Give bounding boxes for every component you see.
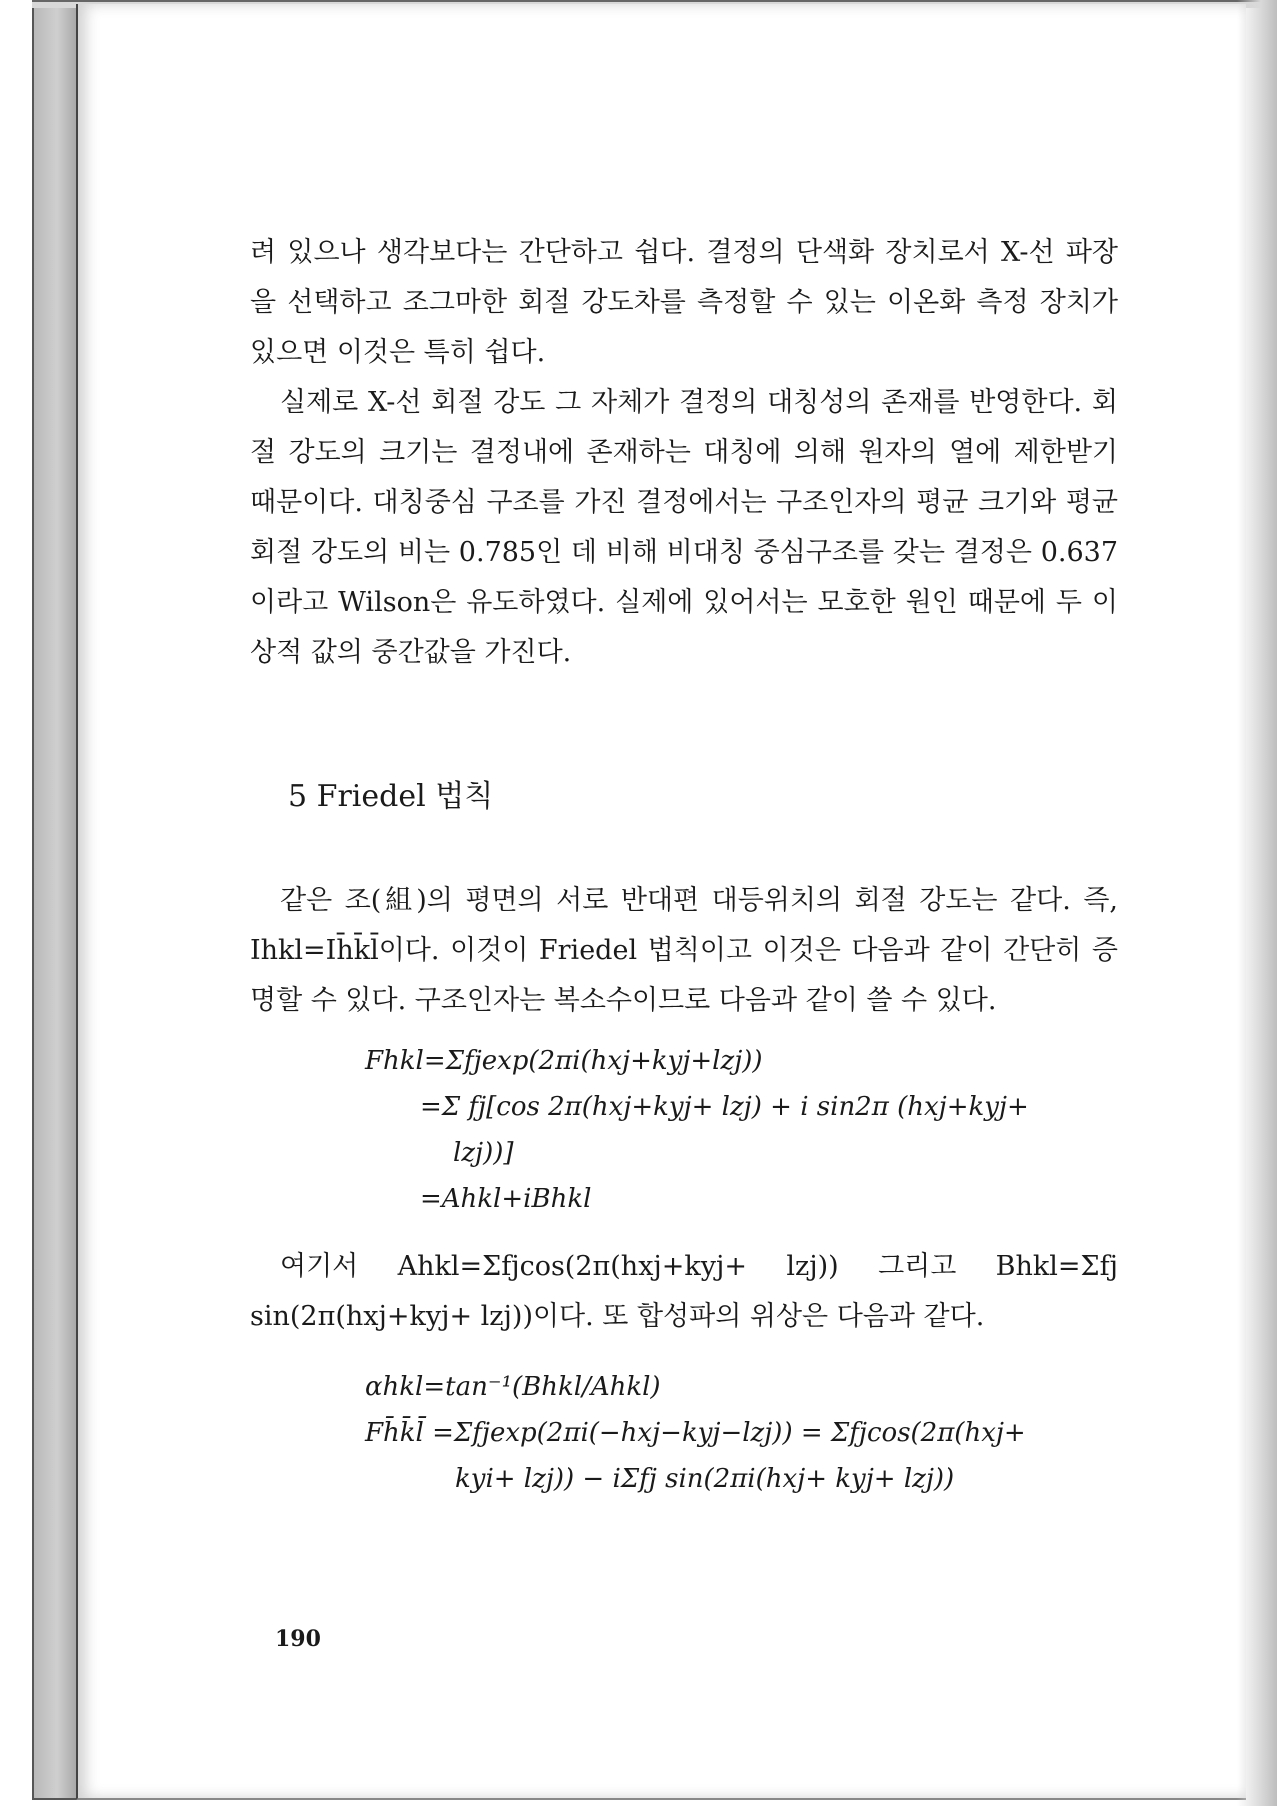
equation-line: Fhkl=Σfjexp(2πi(hxj+kyj+lzj))	[365, 1046, 763, 1076]
equation-line: =Σ fj[cos 2π(hxj+kyj+ lzj) + i sin2π (hxj+kyj+	[420, 1092, 1029, 1122]
page-number: 190	[275, 1626, 321, 1652]
equation-line: Fh̄k̄l̄ =Σfjexp(2πi(−hxj−kyj−lzj)) = Σfjcos(2π(hxj+	[365, 1418, 1026, 1448]
paragraph-where: 여기서 Ahkl=Σfjcos(2π(hxj+kyj+ lzj)) 그리고 Bhkl=Σfj sin(2π(hxj+kyj+ lzj))이다. 또 합성파의 위상은 다음과 같다.	[250, 1251, 1118, 1332]
book-spine	[32, 6, 78, 1800]
paragraph-friedel-law: 같은 조(組)의 평면의 서로 반대편 대등위치의 회절 강도는 같다. 즉, Ihkl=Ih̄k̄l̄이다. 이것이 Friedel 법칙이고 이것은 다음과 같이 간단히 증명할 수 있다. 구조인자는 복소수이므로 다음과 같이 쓸 수 있다.	[250, 885, 1118, 1016]
paragraph-continued: 려 있으나 생각보다는 간단하고 쉽다. 결정의 단색화 장치로서 X-선 파장을 선택하고 조그마한 회절 강도차를 측정할 수 있는 이온화 측정 장치가 있으면 이것은 특히 쉽다.	[250, 237, 1118, 368]
equation-line: αhkl=tan⁻¹(Bhkl/Ahkl)	[365, 1372, 661, 1402]
paragraph-diffraction-symmetry: 실제로 X-선 회절 강도 그 자체가 결정의 대칭성의 존재를 반영한다. 회절 강도의 크기는 결정내에 존재하는 대칭에 의해 원자의 열에 제한받기 때문이다. 대칭중심 구조를 가진 결정에서는 구조인자의 평균 크기와 평균 회절 강도의 비는 0.785인 데 비해 비대칭 중심구조를 갖는 결정은 0.637이라고 Wilson은 유도하였다. 실제에 있어서는 모호한 원인 때문에 두 이상적 값의 중간값을 가진다.	[250, 387, 1118, 668]
equation-block-structure-factor	[365, 1038, 1118, 1222]
equation-line: lzj))]	[453, 1138, 514, 1168]
equation-block-phase	[365, 1364, 1118, 1502]
equation-line: kyi+ lzj)) − iΣfj sin(2πi(hxj+ kyj+ lzj))	[455, 1464, 955, 1494]
section-heading: 5 Friedel 법칙	[288, 779, 494, 814]
equation-line: =Ahkl+iBhkl	[420, 1184, 592, 1214]
page-edge-shadow	[1237, 0, 1277, 1806]
page-content	[250, 228, 1118, 1502]
